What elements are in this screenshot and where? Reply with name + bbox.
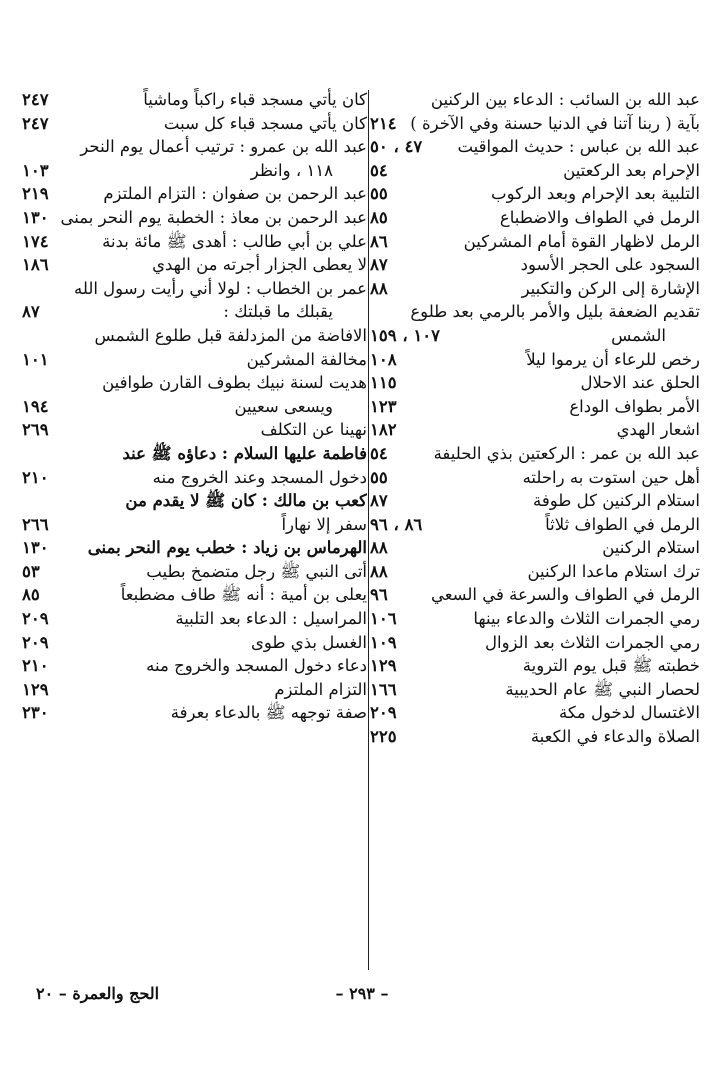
page-number: – ٢٩٣ –	[335, 984, 389, 1003]
index-entry	[370, 112, 700, 136]
index-entry-page: ٢١٠	[22, 467, 49, 487]
index-entry	[22, 466, 367, 490]
index-entry	[22, 88, 367, 112]
index-entry-page: ١٣٠	[22, 207, 49, 227]
index-entry-text: استلام الركنين كل طوفة	[532, 491, 700, 511]
index-column-right	[370, 88, 700, 749]
index-entry-text: الهرماس بن زياد : خطب يوم النحر بمنى	[87, 538, 367, 558]
index-entry-page: ٢٦٩	[22, 420, 49, 440]
index-entry	[370, 182, 700, 206]
index-entry-text: لحصار النبي ﷺ عام الحديبية	[505, 679, 700, 699]
index-entry-page: ١٠٧ ، ١٥٩	[370, 325, 441, 345]
index-entry-text: الغسل بذي طوى	[250, 632, 367, 652]
index-entry-page: ٢٠٩	[22, 632, 49, 652]
index-entry	[370, 159, 700, 183]
index-entry	[22, 371, 367, 395]
index-entry-text: ١١٨ ، وانظر	[250, 160, 333, 180]
index-entry-page: ٥٥	[370, 184, 388, 204]
index-entry-text: رمي الجمرات الثلاث والدعاء بينها	[473, 609, 700, 629]
index-entry-text: المراسيل : الدعاء بعد التلبية	[175, 609, 367, 629]
index-entry-page: ٨٨	[370, 561, 388, 581]
index-entry	[22, 583, 367, 607]
index-entry-text: عمر بن الخطاب : لولا أني رأيت رسول الله	[74, 278, 367, 298]
index-entry-page: ١٧٤	[22, 231, 49, 251]
index-entry-page: ٤٧ ، ٥٠	[370, 137, 423, 157]
index-entry	[22, 395, 367, 419]
index-entry-page: ٨٦	[370, 231, 388, 251]
index-entry-text: استلام الركنين	[602, 538, 700, 558]
index-entry-text: كان يأتي مسجد قباء راكباً وماشياً	[143, 90, 367, 109]
index-entry	[370, 536, 700, 560]
index-entry	[22, 230, 367, 254]
index-entry-text: الإشارة إلى الركن والتكبير	[521, 278, 700, 298]
index-entry	[22, 513, 367, 537]
index-entry-page: ١٣٠	[22, 538, 49, 558]
index-entry-text: أهل حين استوت به راحلته	[522, 467, 700, 487]
index-entry	[370, 583, 700, 607]
index-entry-text: هديت لسنة نبيك بطوف القارن طوافين	[102, 373, 367, 393]
index-entry-text: دخول المسجد وعند الخروج منه	[152, 467, 367, 487]
index-entry-text: صفة توجهه ﷺ بالدعاء بعرفة	[170, 703, 367, 723]
index-entry-page: ٢٣٠	[22, 703, 49, 723]
index-entry-page: ١٨٢	[370, 420, 397, 440]
index-entry	[370, 466, 700, 490]
index-entry-text: عبد الله بن عباس : حديث المواقيت	[457, 137, 700, 157]
index-entry-page: ٢٤٧	[22, 113, 49, 133]
index-entry-text: عبد الرحمن بن معاذ : الخطبة يوم النحر بمنى	[60, 207, 367, 227]
index-entry-text: التلبية بعد الإحرام وبعد الركوب	[491, 184, 700, 204]
index-entry-page: ١٢٩	[370, 656, 397, 676]
index-entry-page: ١٠٦	[370, 609, 397, 629]
index-entry-page: ١٢٩	[22, 679, 49, 699]
index-entry-page: ٥٤	[370, 160, 388, 180]
index-entry-page: ١٠٣	[22, 160, 49, 180]
index-entry-text: الرمل لاظهار القوة أمام المشركين	[463, 231, 700, 251]
index-entry	[370, 230, 700, 254]
index-entry-page: ٩٦	[370, 585, 388, 605]
index-entry-page: ٢٤٧	[22, 90, 49, 109]
index-entry-text: عبد الله بن السائب : الدعاء بين الركنين	[430, 90, 700, 109]
index-entry	[22, 418, 367, 442]
index-entry	[370, 371, 700, 395]
index-entry-text: ويسعى سعيين	[234, 396, 333, 416]
index-entry-text: كعب بن مالك : كان ﷺ لا يقدم من	[125, 491, 367, 511]
index-entry	[370, 88, 700, 112]
index-entry	[370, 725, 700, 749]
index-entry	[22, 607, 367, 631]
index-entry-text: عبد الرحمن بن صفوان : التزام الملتزم	[103, 184, 367, 204]
index-entry	[370, 324, 700, 348]
index-entry	[22, 277, 367, 301]
index-entry-text: عبد الله بن عمرو : ترتيب أعمال يوم النحر	[80, 137, 367, 157]
index-entry-text: علي بن أبي طالب : أهدى ﷺ مائة بدنة	[102, 231, 367, 251]
index-entry	[370, 489, 700, 513]
index-entry-text: مخالفة المشركين	[246, 349, 367, 369]
index-entry-text: لا يعطى الجزار أجرته من الهدي	[152, 255, 367, 275]
index-entry-text: رخص للرعاء أن يرموا ليلاً	[526, 349, 700, 369]
index-entry-page: ١١٥	[370, 373, 397, 393]
index-entry-page: ٢١٩	[22, 184, 49, 204]
index-entry-page: ٨٧	[370, 255, 388, 275]
index-entry-text: دعاء دخول المسجد والخروج منه	[146, 656, 367, 676]
index-entry-page: ٢٠٩	[22, 609, 49, 629]
index-entry	[370, 418, 700, 442]
index-entry-page: ١٩٤	[22, 396, 49, 416]
index-entry-page: ٥٤	[370, 443, 388, 463]
index-entry-text: السجود على الحجر الأسود	[520, 255, 700, 275]
index-entry	[370, 300, 700, 324]
index-entry-page: ٢٢٥	[370, 727, 397, 747]
index-column-left	[22, 88, 367, 725]
index-entry	[370, 206, 700, 230]
index-entry-page: ٨٥	[22, 585, 40, 605]
running-title: الحج والعمرة – ٢٠	[36, 984, 160, 1003]
index-entry	[22, 701, 367, 725]
index-entry	[22, 560, 367, 584]
index-entry	[22, 631, 367, 655]
index-entry-page: ١٦٦	[370, 679, 397, 699]
index-entry	[22, 253, 367, 277]
index-entry	[370, 607, 700, 631]
index-entry-text: الرمل في الطواف والاضطباع	[499, 207, 700, 227]
index-entry-text: سفر إلا نهاراً	[281, 514, 367, 534]
index-entry	[370, 277, 700, 301]
index-entry-text: كان يأتي مسجد قباء كل سبت	[163, 113, 367, 133]
index-entry-text: يعلى بن أمية : أنه ﷺ طاف مضطبعاً	[120, 585, 367, 605]
index-entry-page: ٢١٠	[22, 656, 49, 676]
index-entry-text: الرمل في الطواف ثلاثاً	[545, 514, 700, 534]
index-entry-text: بآية ( ربنا آتنا في الدنيا حسنة وفي الآخرة )	[410, 113, 700, 133]
index-entry	[22, 324, 367, 348]
index-entry-text: يقبلك ما قبلتك :	[223, 302, 333, 322]
index-entry	[370, 678, 700, 702]
index-entry	[22, 135, 367, 159]
index-entry-page: ١٠٨	[370, 349, 397, 369]
index-entry-text: رمي الجمرات الثلاث بعد الزوال	[485, 632, 700, 652]
index-entry	[370, 701, 700, 725]
index-entry-text: الافاضة من المزدلفة قبل طلوع الشمس	[94, 325, 367, 345]
index-entry-text: الصلاة والدعاء في الكعبة	[530, 727, 700, 747]
index-entry-page: ١٠٩	[370, 632, 397, 652]
index-entry	[370, 395, 700, 419]
index-entry-text: نهينا عن التكلف	[260, 420, 367, 440]
index-entry	[370, 631, 700, 655]
index-entry-page: ٨٨	[370, 278, 388, 298]
index-entry	[22, 489, 367, 513]
index-entry-page: ٥٥	[370, 467, 388, 487]
index-entry-text: فاطمة عليها السلام : دعاؤه ﷺ عند	[122, 443, 367, 463]
index-entry-page: ٨٦ ، ٩٦	[370, 514, 423, 534]
index-entry	[22, 678, 367, 702]
index-entry	[22, 159, 367, 183]
index-entry-text: الحلق عند الاحلال	[580, 373, 700, 393]
index-entry-text: ترك استلام ماعدا الركنين	[527, 561, 700, 581]
index-entry	[370, 513, 700, 537]
index-entry	[370, 654, 700, 678]
index-entry	[22, 182, 367, 206]
index-entry-page: ١٢٣	[370, 396, 397, 416]
index-entry-text: تقديم الضعفة بليل والأمر بالرمي بعد طلوع	[410, 302, 700, 322]
index-entry-text: التزام الملتزم	[274, 679, 367, 699]
index-entry	[370, 348, 700, 372]
index-entry	[22, 442, 367, 466]
index-entry-text: اشعار الهدي	[616, 420, 700, 440]
index-entry-page: ٨٨	[370, 538, 388, 558]
index-entry	[22, 348, 367, 372]
index-entry-text: الاغتسال لدخول مكة	[558, 703, 700, 723]
index-entry	[22, 112, 367, 136]
index-entry-page: ١٠١	[22, 349, 49, 369]
index-entry-page: ٨٧	[22, 302, 40, 322]
index-entry-page: ٢٠٩	[370, 703, 397, 723]
index-entry	[22, 300, 367, 324]
index-entry	[370, 253, 700, 277]
index-entry-page: ٢١٤	[370, 113, 397, 133]
index-entry	[22, 536, 367, 560]
index-entry	[370, 135, 700, 159]
index-entry	[370, 442, 700, 466]
index-entry-page: ٨٥	[370, 207, 388, 227]
index-entry-text: خطبته ﷺ قبل يوم التروية	[522, 656, 700, 676]
index-entry-text: الرمل في الطواف والسرعة في السعي	[430, 585, 700, 605]
index-entry-page: ٨٧	[370, 491, 388, 511]
index-entry-text: الشمس	[611, 325, 666, 345]
index-entry-page: ٥٣	[22, 561, 40, 581]
index-entry	[370, 560, 700, 584]
index-entry	[22, 654, 367, 678]
column-divider	[368, 90, 369, 970]
index-entry-page: ١٨٦	[22, 255, 49, 275]
index-entry-text: عبد الله بن عمر : الركعتين بذي الحليفة	[433, 443, 700, 463]
index-entry-text: الأمر بطواف الوداع	[569, 396, 700, 416]
index-entry-text: أتى النبي ﷺ رجل متضمخ بطيب	[146, 561, 367, 581]
index-entry-page: ٢٦٦	[22, 514, 49, 534]
index-entry	[22, 206, 367, 230]
index-entry-text: الإحرام بعد الركعتين	[563, 160, 700, 180]
